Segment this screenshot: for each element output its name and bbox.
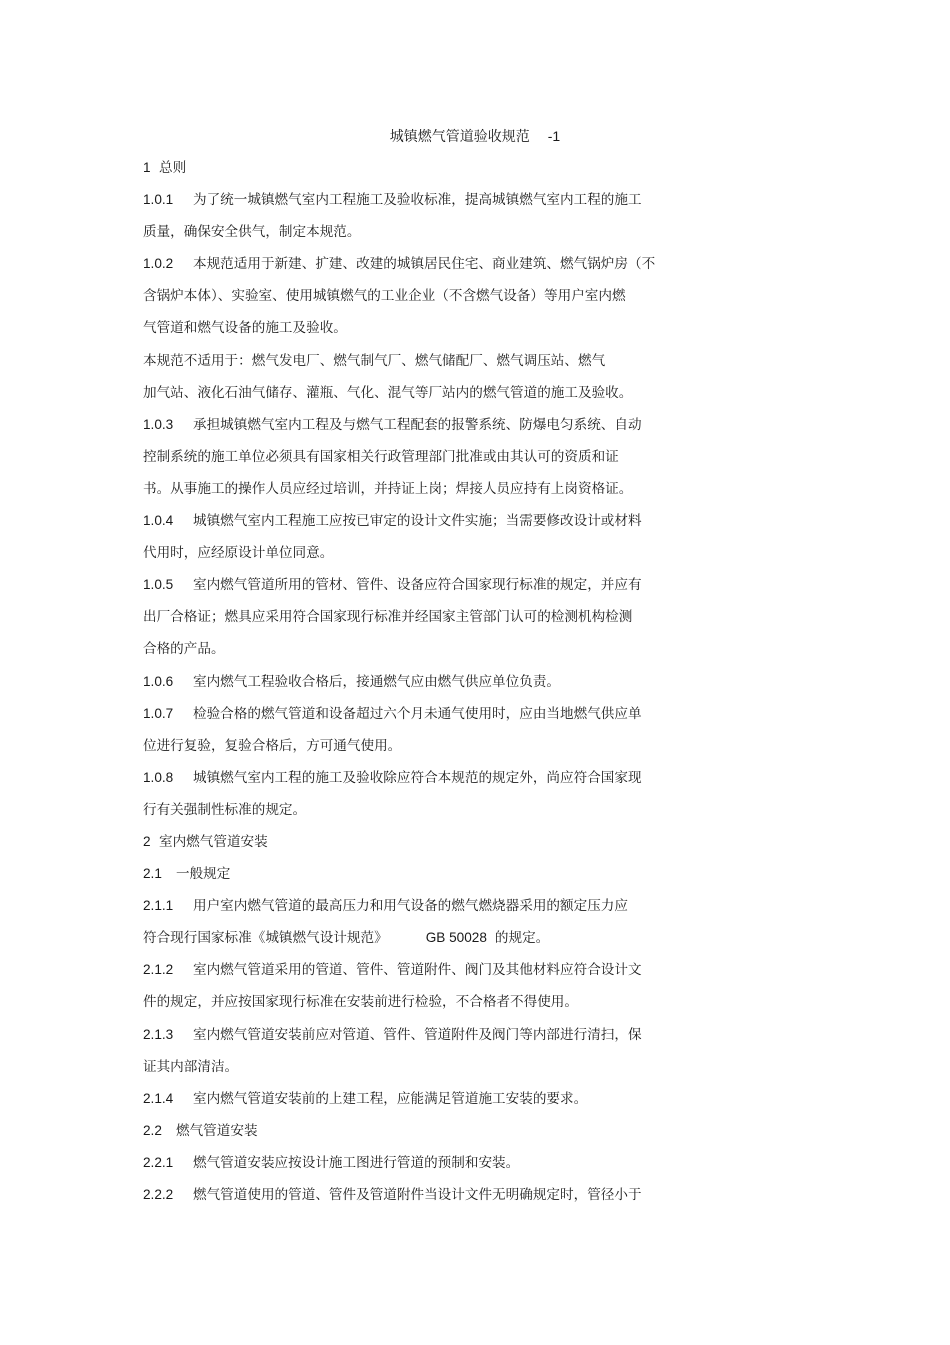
standard-code: GB 50028	[425, 930, 487, 946]
clause-number: 2.1.4	[143, 1090, 174, 1106]
clause-number: 1.0.7	[143, 705, 174, 721]
clause-text: 行有关强制性标准的规定。	[143, 801, 307, 818]
clause-line	[143, 863, 713, 895]
clause-line	[143, 1152, 713, 1184]
clause-line	[143, 189, 713, 221]
text-line	[143, 382, 713, 414]
clause-text: 本规范不适用于：燃气发电厂、燃气制气厂、燃气储配厂、燃气调压站、燃气	[143, 352, 606, 369]
chapter-title: 室内燃气管道安装	[159, 833, 268, 850]
clause-number: 1.0.8	[143, 769, 174, 785]
clause-text: 燃气管道安装应按设计施工图进行管道的预制和安装。	[193, 1154, 520, 1171]
clause-text: 证其内部清洁。	[143, 1058, 239, 1075]
section-number: 2.1	[143, 866, 162, 882]
clause-line	[143, 895, 713, 927]
clause-number: 2.1.1	[143, 898, 174, 914]
text-line	[143, 927, 713, 959]
clause-line	[143, 1088, 713, 1120]
clause-text: 合格的产品。	[143, 641, 225, 658]
clause-text: 质量，确保安全供气，制定本规范。	[143, 224, 361, 241]
title-suffix: -1	[547, 128, 561, 144]
clause-text: 承担城镇燃气室内工程及与燃气工程配套的报警系统、防爆电匀系统、自动	[193, 416, 642, 433]
clause-text: 用户室内燃气管道的最高压力和用气设备的燃气燃烧器采用的额定压力应	[193, 898, 628, 915]
text-line	[143, 735, 713, 767]
clause-text: 控制系统的施工单位必须具有国家相关行政管理部门批准或由其认可的资质和证	[143, 448, 619, 465]
clause-line	[143, 1120, 713, 1152]
clause-number: 2.2.2	[143, 1187, 174, 1202]
clause-number: 2.1.2	[143, 962, 174, 978]
clause-number: 1.0.2	[143, 256, 174, 272]
clause-text: 件的规定，并应按国家现行标准在安装前进行检验，不合格者不得使用。	[143, 994, 578, 1011]
clause-line	[143, 1184, 713, 1216]
clause-text: 室内燃气管道所用的管材、管件、设备应符合国家现行标准的规定，并应有	[193, 577, 642, 594]
clause-text: 室内燃气管道安装前应对管道、管件、管道附件及阀门等内部进行清扫，保	[193, 1026, 642, 1043]
clause-number: 1.0.1	[143, 192, 174, 208]
text-line	[143, 542, 713, 574]
clause-text: 室内燃气工程验收合格后，接通燃气应由燃气供应单位负责。	[193, 673, 561, 690]
clause-line	[143, 574, 713, 606]
clause-text: 为了统一城镇燃气室内工程施工及验收标准，提高城镇燃气室内工程的施工	[193, 192, 642, 209]
clause-text: 燃气管道使用的管道、管件及管道附件当设计文件无明确规定时，管径小于	[193, 1187, 642, 1203]
document-title	[0, 126, 950, 147]
section-number: 2.2	[143, 1122, 162, 1138]
clause-text: 书。从事施工的操作人员应经过培训，并持证上岗；焊接人员应持有上岗资格证。	[143, 480, 633, 497]
clause-text: 室内燃气管道安装前的上建工程，应能满足管道施工安装的要求。	[193, 1090, 588, 1107]
clause-number: 1.0.6	[143, 673, 174, 689]
clause-number: 2.1.3	[143, 1026, 174, 1042]
clause-number: 1.0.4	[143, 513, 174, 529]
section-title: 燃气管道安装	[176, 1122, 258, 1139]
clause-line	[143, 703, 713, 735]
clause-line	[143, 414, 713, 446]
text-line	[143, 350, 713, 382]
title-text: 城镇燃气管道验收规范	[389, 129, 530, 145]
text-line	[143, 221, 713, 253]
text-line	[143, 446, 713, 478]
text-line	[143, 991, 713, 1023]
clause-text: 检验合格的燃气管道和设备超过六个月未通气使用时，应由当地燃气供应单	[193, 705, 642, 722]
clause-text: 气管道和燃气设备的施工及验收。	[143, 320, 347, 337]
clause-text: 代用时，应经原设计单位同意。	[143, 545, 334, 562]
clause-text: 出厂合格证；燃具应采用符合国家现行标准并经国家主管部门认可的检测机构检测	[143, 609, 633, 626]
clause-line	[143, 1024, 713, 1056]
chapter-number: 2	[143, 833, 151, 849]
text-line	[143, 799, 713, 831]
clause-number: 1.0.3	[143, 416, 174, 432]
clause-line	[143, 767, 713, 799]
chapter-title: 总则	[159, 160, 187, 176]
clause-text: 城镇燃气室内工程的施工及验收除应符合本规范的规定外，尚应符合国家现	[193, 769, 642, 786]
clause-line	[143, 157, 713, 189]
clause-line	[143, 831, 713, 863]
clause-text: 加气站、液化石油气储存、灌瓶、气化、混气等厂站内的燃气管道的施工及验收。	[143, 384, 633, 401]
text-line	[143, 285, 713, 317]
clause-number: 1.0.5	[143, 577, 174, 593]
clause-text: 位进行复验，复验合格后，方可通气使用。	[143, 737, 402, 754]
clause-text: 本规范适用于新建、扩建、改建的城镇居民住宅、商业建筑、燃气锅炉房（不	[193, 256, 656, 273]
section-title: 一般规定	[176, 866, 231, 883]
clause-line	[143, 253, 713, 285]
clause-text: 符合现行国家标准《城镇燃气设计规范》	[143, 930, 388, 947]
clause-line	[143, 959, 713, 991]
text-line	[143, 1056, 713, 1088]
text-line	[143, 317, 713, 349]
chapter-number: 1	[143, 160, 151, 175]
text-line	[143, 606, 713, 638]
document-body	[143, 157, 713, 1216]
text-line	[143, 638, 713, 670]
clause-line	[143, 510, 713, 542]
clause-text: 城镇燃气室内工程施工应按已审定的设计文件实施；当需要修改设计或材料	[193, 513, 642, 530]
clause-line	[143, 671, 713, 703]
text-line	[143, 478, 713, 510]
clause-text: 室内燃气管道采用的管道、管件、管道附件、阀门及其他材料应符合设计文	[193, 962, 642, 979]
clause-text-after: 的规定。	[494, 930, 550, 947]
clause-text: 含锅炉本体）、实验室、使用城镇燃气的工业企业（不含燃气设备）等用户室内燃	[143, 288, 626, 305]
clause-number: 2.2.1	[143, 1154, 174, 1170]
